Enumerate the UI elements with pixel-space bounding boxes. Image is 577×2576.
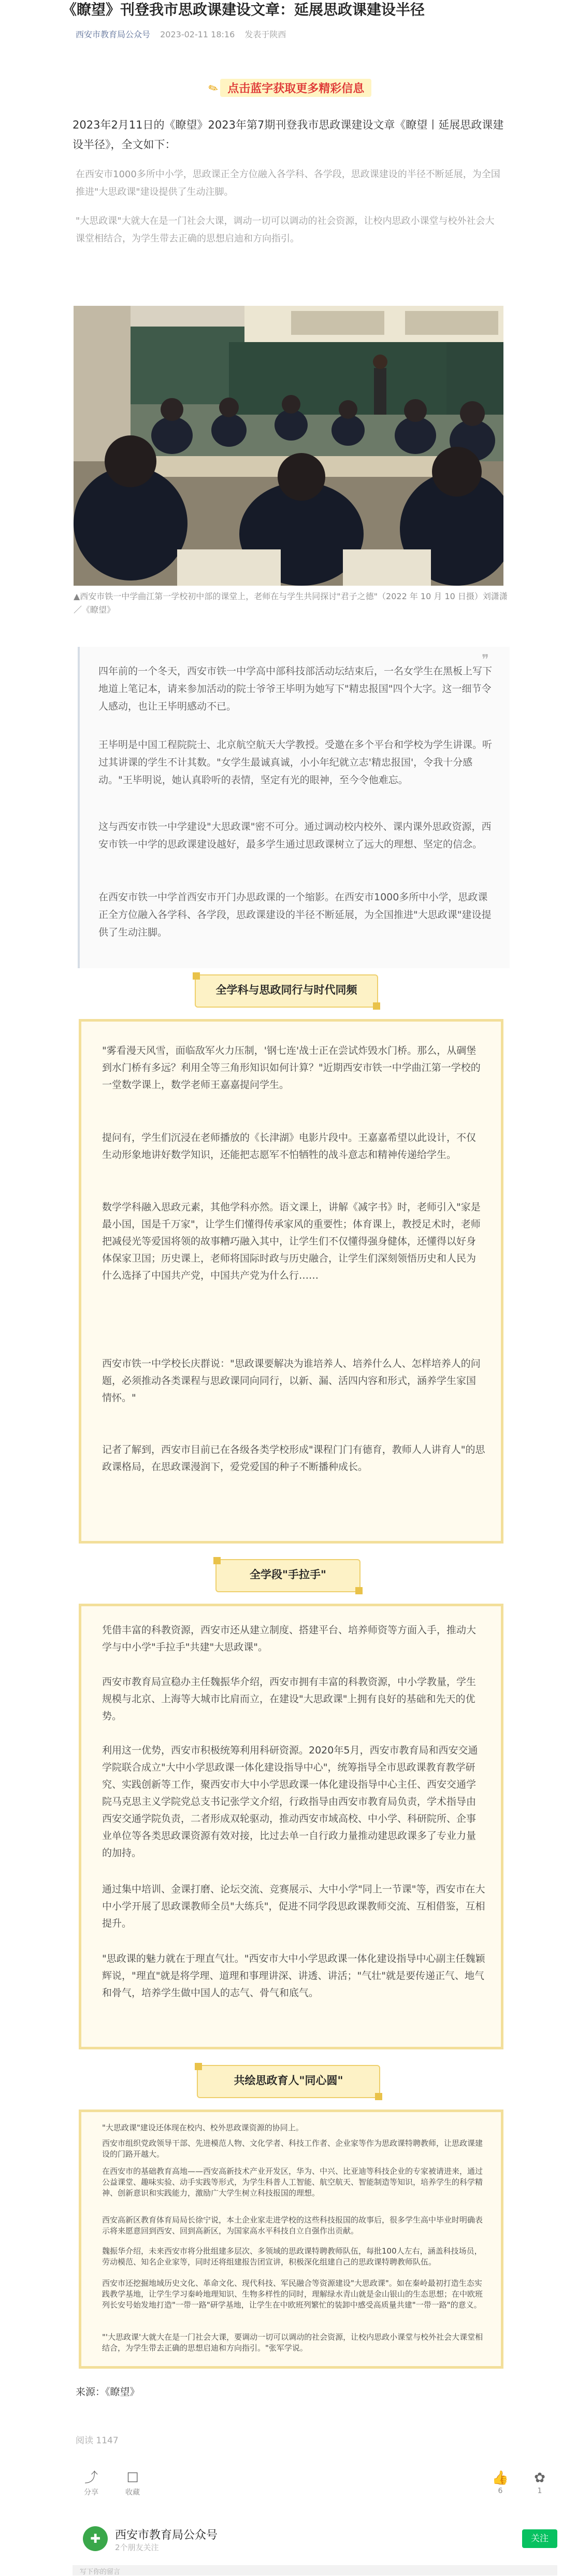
read-count: 阅读 1147 [76, 2436, 119, 2446]
corner-decoration [195, 2063, 202, 2070]
account-followers: 2个朋友关注 [115, 2543, 159, 2552]
corner-decoration [213, 1557, 221, 1564]
article-title: 《瞭望》刊登我市思政课建设文章：延展思政课建设半径 [62, 1, 425, 18]
corner-decoration [375, 2093, 382, 2100]
section-paragraph: 利用这一优势，西安市积极统筹利用科研资源。2020年5月，西安市教育局和西安交通学院联合成立"大中小学思政课一体化建设指导中心"，统筹指导全市思政课教育教学研究、实践创新等工作，聚西安市大中小学思政课一体化建设指导中心主任、西安交通学院马克思主义学院党总支书记张学文介绍，行政指导由西安市教育局负责，学术指导由西安交通学院负责，二者形成双轮驱动，推动西安市域高校、中小学、科研院所、企事业单位等各类思政课资源有效对接，比过去单一自行政力量推动建思政课多了专业力量的加持。 [102, 1745, 478, 1859]
wow-count: 1 [537, 2487, 542, 2495]
lead-paragraph: 四年前的一个冬天，西安市铁一中学高中部科技部活动坛结束后，一名女学生在黑板上写下地道上笔记本，请来参加活动的院士爷爷王毕明为她写下"精忠报国"四个大字。这一细节令人感动，也让王毕明感动不已。 [98, 666, 493, 712]
corner-decoration [373, 1002, 380, 1010]
account-link[interactable]: 西安市教育局公众号 [76, 30, 151, 39]
section-paragraph: "雾看漫天风雪，面临敌军火力压制，'钢七连'战士正在尝试炸毁水门桥。那么，从碉堡到水门桥有多远？利用全等三角形知识如何计算？"近期西安市铁一中学曲江第一学校的一堂数学课上，数学老师王嘉嘉提问学生。 [102, 1045, 481, 1091]
comment-input[interactable] [73, 2565, 557, 2575]
section-card [79, 1019, 503, 1544]
share-icon: ⤴ [84, 2470, 98, 2486]
lead-quote: "大思政课"大就大在是一门社会大课，调动一切可以调动的社会资源，让校内思政小课堂与校外社会大课堂相结合，为学生带去正确的思想启迪和方向指引。 [76, 216, 495, 244]
section-header [215, 1559, 360, 1592]
section-paragraph: 凭借丰富的科教资源，西安市还从建立制度、搭建平台、培养师资等方面入手，推动大学与中小学"手拉手"共建"大思政课"。 [102, 1624, 477, 1653]
section-paragraph: 通过集中培训、金课打磨、论坛交流、竞赛展示、大中小学"同上一节课"等，西安市在大中小学开展了思政课教师全员"大练兵"，促进不同学段思政课教师交流、互相借鉴，互相提升。 [102, 1884, 485, 1929]
section-title: 共绘思政育人"同心圆" [234, 2074, 343, 2087]
section-paragraph: 西安市组织党政领导干部、先进模范人物、文化学者、科技工作者、企业家等作为思政课特聘教师，让思政课建设的门路开越大。 [102, 2139, 483, 2159]
comment-placeholder: 写下你的留言 [80, 2568, 121, 2576]
account-logo: ✚ [83, 2526, 108, 2551]
like-button[interactable] [485, 2469, 516, 2495]
section-paragraph: 西安市铁一中学校长庆群说："思政课要解决为谁培养人、培养什么人、怎样培养人的问题，必须推动各类课程与思政课同向同行，以新、漏、活四内容和形式，涵养学生家国情怀。" [102, 1358, 481, 1404]
lead-paragraph: 王毕明是中国工程院院士、北京航空航天大学教授。受邀在多个平台和学校为学生讲课。听过其讲课的学生不计其数。"女学生最诚真诚，小小年纪就立志'精忠报国'，令我十分感动。"王毕明说，她认真聆听的表情，坚定有光的眼神，至今令他难忘。 [98, 739, 493, 786]
article-source: 来源：《瞭望》 [76, 2386, 140, 2398]
follow-cta-banner[interactable] [197, 79, 383, 97]
collect-button[interactable] [117, 2469, 148, 2497]
share-button[interactable] [76, 2469, 107, 2497]
section-paragraph: 西安市教育局宣稳办主任魏振华介绍，西安市拥有丰富的科教资源，中小学教量，学生规模与北京、上海等大城市比肩而立，在建设"大思政课"上拥有良好的基础和先天的优势。 [102, 1676, 477, 1722]
wow-button[interactable] [524, 2469, 555, 2495]
section-paragraph: 西安市还挖掘地域历史文化、革命文化、现代科技、军民融合等资源建设"大思政课"。如在秦岭最初打造生态实践教学基地，让学生学习秦岭地理知识、生物多样性的同时，理解绿水青山就是金山银山的生态思想；在中欧班列长安号始发地打造"一带一路"研学基地，让学生在中欧班列繁忙的装卸中感受高质量共建"一带一路"的意义。 [102, 2278, 483, 2310]
lead-story-box [78, 647, 510, 968]
corner-decoration [355, 1587, 363, 1594]
flower-icon: ✿ [534, 2470, 545, 2486]
quote-icon: ❞ [482, 652, 489, 668]
section-card [79, 1604, 503, 2049]
section-paragraph: "思政课的魅力就在于理直气壮。"西安市大中小学思政课一体化建设指导中心副主任魏颖辉说，"理直"就是将学理、道理和事理讲深、讲透、讲活；"气壮"就是要传递正气、地气和骨气，培养学生做中国人的志气、骨气和底气。 [102, 1953, 485, 1999]
cta-text: 点击蓝字获取更多精彩信息 [220, 79, 371, 97]
publish-date: 2023-02-11 18:16 [160, 30, 235, 39]
section-header [195, 974, 378, 1008]
section-paragraph: 西安高新区教育体育局局长徐宁说，本土企业家走进学校的这些科技报国的故事后，很多学生高中毕业时明确表示将来愿意回到西安、回到高新区，为国家高水平科技自立自强作出贡献。 [102, 2215, 483, 2235]
corner-decoration [193, 972, 200, 980]
share-label: 分享 [84, 2488, 98, 2497]
classroom-illustration [74, 306, 503, 586]
pencil-icon: ✎ [206, 81, 221, 97]
like-count: 6 [498, 2487, 503, 2495]
section-title: 全学科与思政同行与时代同频 [215, 984, 357, 996]
lead-paragraph: 这与西安市铁一中学建设"大思政课"密不可分。通过调动校内校外、课内课外思政资源，西安市铁一中学的思政课建设越好，最多学生通过思政课树立了远大的理想、坚定的信念。 [98, 821, 492, 850]
classroom-photo[interactable] [74, 306, 503, 586]
lead-paragraph: 在西安市铁一中学首西安市开门办思政课的一个缩影。在西安市1000多所中小学，思政课正全方位融入各学科、各学段，思政课建设的半径不断延展，为全国推进"大思政课"建设提供了生动注脚。 [98, 891, 492, 938]
lead-quote: 在西安市1000多所中小学，思政课正全方位融入各学科、各学段，思政课建设的半径不断延展，为全国推进"大思政课"建设提供了生动注脚。 [76, 169, 500, 197]
section-paragraph: "大思政课"建设还体现在校内、校外思政课资源的协同上。 [102, 2123, 304, 2132]
photo-caption: ▲西安市铁一中学曲江第一学校初中部的课堂上，老师在与学生共同探讨"君子之德"（2022 年 10 月 10 日摄）刘潇潇／《瞭望》 [74, 591, 508, 615]
publish-location: 发表于陕西 [244, 30, 286, 39]
section-paragraph: 提问有，学生们沉浸在老师播放的《长津湖》电影片段中。王嘉嘉希望以此设计，不仅生动形象地讲好数学知识，还能把志愿军不怕牺牲的战斗意志和精神传递给学生。 [102, 1132, 477, 1160]
account-card[interactable] [76, 2525, 557, 2558]
account-name: 西安市教育局公众号 [115, 2529, 218, 2542]
intro-paragraph: 2023年2月11日的《瞭望》2023年第7期刊登我市思政课建设文章《瞭望丨延展思政课建设半径》，全文如下： [73, 119, 504, 151]
collect-icon: ☐ [126, 2470, 139, 2486]
article-actions [76, 2469, 557, 2511]
section-paragraph: 记者了解到，西安市目前已在各级各类学校形成"课程门门有德育，教师人人讲育人"的思政课格局，在思政课漫润下，爱党爱国的种子不断播种成长。 [102, 1444, 485, 1473]
thumbs-up-icon: 👍 [492, 2470, 509, 2486]
follow-button[interactable]: 关注 [522, 2529, 557, 2548]
section-header [197, 2065, 380, 2098]
section-card [79, 2110, 503, 2369]
collect-label: 收藏 [125, 2488, 140, 2497]
section-paragraph: 数学学科融入思政元素，其他学科亦然。语文课上，讲解《减字书》时，老师引入"家是最小国，国是千万家"，让学生们懂得传承家风的重要性；体育课上，教授足术时，老师把减侵光等爱国将领的故事糟巧融入其中，让学生们不仅懂得强身健体，还懂得以好身体保家卫国；历史课上，老师将国际时政与历史融合，让学生们深刻领悟历史和人民为什么选择了中国共产党，中国共产党为什么行…… [102, 1201, 481, 1281]
section-title: 全学段"手拉手" [250, 1568, 326, 1581]
section-paragraph: "'大思政课'大就大在是一门社会大课，要调动一切可以调动的社会资源，让校内思政小课堂与校外社会大课堂相结合，为学生带去正确的思想启迪和方向指引。"张军学说。 [102, 2332, 483, 2353]
article-meta [76, 28, 286, 40]
section-paragraph: 魏振华介绍，未来西安市将分批组建多层次、多领域的思政课特聘教师队伍，每批100人左右，涵盖科技场员，劳动模范、知名企业家等，同时还将组建报告团宣讲，积极深化组建自己的思政课特聘教师队伍。 [102, 2246, 482, 2267]
section-paragraph: 在西安市的基础教育高地——西安高新技术产业开发区，华为、中兴、比亚迪等科技企业的专家被请进来，通过公益课堂、趣味实验、动手实践等形式，为学生科普人工智能、航空航天、智能制造等知识，培养学生的科学精神、创新意识和实践能力，激励广大学生树立科技报国的理想。 [102, 2167, 483, 2198]
